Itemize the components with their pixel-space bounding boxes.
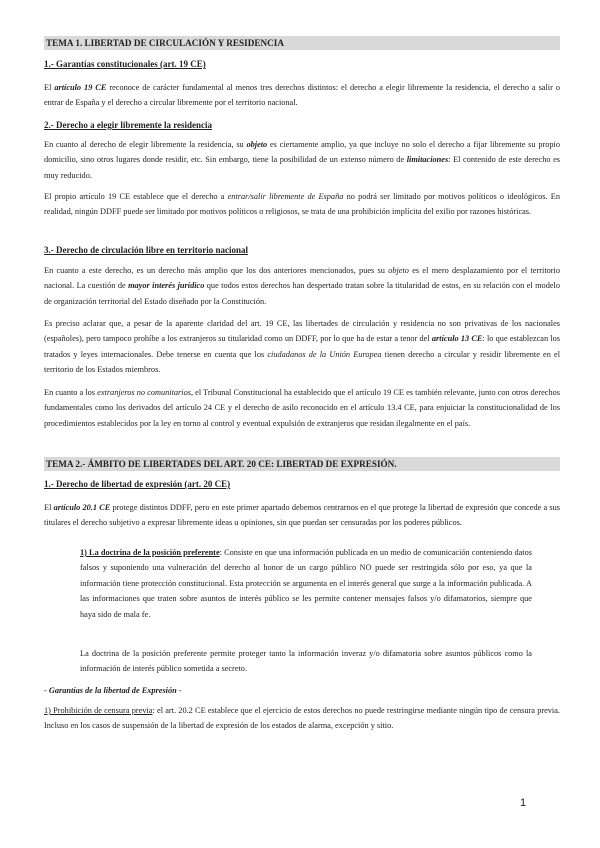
tema1-s2-paragraph-1: En cuanto al derecho de elegir libremente la residencia, su objeto es ciertamente amplio, ya que incluye no solo el derecho a fijar libremente su propio domicilio, sino otros lugares donde residir, etc. Sin embargo, tiene la posibilidad de un extenso número de limitaciones: El contenido de este derecho es muy reducido. [44, 140, 560, 180]
tema1-s3-paragraph-3: En cuanto a los extranjeros no comunitarios, el Tribunal Constitucional ha establecido que el artículo 19 CE es también relevante, junto con otros derechos fundamentales como los derivados del artículo 24 CE y el derecho de asilo reconocido en el artículo 13.4 CE, para enjuiciar la constitucionalidad de los procedimientos establecidos por la ley en torno al control y eventual expulsión de extranjeros que residan ilegalmente en el país. [44, 388, 561, 428]
tema1-title: TEMA 1. LIBERTAD DE CIRCULACIÓN Y RESIDENCIA [44, 36, 560, 50]
doctrina-paragraph-1: 1) La doctrina de la posición preferente: Consiste en que una información publicada en un medio de comunicación conteniendo datos falsos y suponiendo una vulneración del derecho al honor de un cargo público NO puede ser restringida sólo por eso, ya que la información tiene protección constitucional. Esta protección se argumenta en el interés general que surge a la información publicada. A las informaciones que traten sobre asuntos de interés público se les permite contener mensajes falsos y/o difamatorios, siempre que haya sido de mala fe. [80, 548, 532, 619]
tema1-s3-paragraph-2: Es preciso aclarar que, a pesar de la aparente claridad del art. 19 CE, las libertades de circulación y residencia no son privativas de los nacionales (españoles), pero tampoco prohíbe a los extranjeros su titularidad como un DDFF, por lo que ha de estar a tenor del artículo 13 CE: lo que establezcan los tratados y leyes internacionales. Debe tenerse en cuenta que los ciudadanos de la Unión Europea tienen derecho a circular y residir libremente en el territorio de los Estados miembros. [44, 319, 560, 375]
page-number: 1 [520, 797, 527, 809]
tema1-s2-paragraph-2: El propio artículo 19 CE establece que el derecho a entrar/salir libremente de España no podrá ser limitado por motivos políticos o ideológicos. En realidad, ningún DDFF puede ser limitado por motivos políticos o religiosos, se trata de una prohibición implícita del exilio por razones históricas. [44, 192, 560, 217]
tema2-title: TEMA 2.- ÁMBITO DE LIBERTADES DEL ART. 20 CE: LIBERTAD DE EXPRESIÓN. [44, 457, 560, 471]
tema2-s1-paragraph: El artículo 20.1 CE protege distintos DDFF, pero en este primer apartado debemos centrarnos en el que protege la libertad de expresión que concede a sus titulares el derecho subjetivo a expresar libremente ideas u opiniones, sin que puedan ser censuradas por los poderes públicos. [44, 503, 560, 528]
tema1-s1-title: 1.- Garantías constitucionales (art. 19 CE) [44, 59, 206, 69]
tema1-s3-title: 3.- Derecho de circulación libre en territorio nacional [44, 245, 248, 255]
tema1-s2-title: 2.- Derecho a elegir libremente la residencia [44, 120, 213, 130]
censura-paragraph: 1) Prohibición de censura previa: el art. 20.2 CE establece que el ejercicio de estos derechos no puede restringirse mediante ningún tipo de censura previa. Incluso en los casos de suspensión de la libertad de expresión de los estados de alarma, excepción y sitio. [44, 706, 560, 731]
tema1-s3-paragraph-1: En cuanto a este derecho, es un derecho más amplio que los dos anteriores mencionados, pues su objeto es el mero desplazamiento por el territorio nacional. La cuestión de mayor interés jurídico que todos estos derechos han despertado tratan sobre la titularidad de estos, en su relación con el modelo de organización territorial del Estado diseñado por la Constitución. [44, 266, 560, 306]
tema1-s1-paragraph: El artículo 19 CE reconoce de carácter fundamental al menos tres derechos distintos: el derecho a elegir libremente la residencia, el derecho a salir o entrar de España y el derecho a circular libremente por el territorio nacional. [44, 83, 560, 108]
tema2-s1-title: 1.- Derecho de libertad de expresión (art. 20 CE) [44, 479, 231, 489]
garantias-title: - Garantías de la libertad de Expresión - [44, 686, 182, 695]
doctrina-paragraph-2: La doctrina de la posición preferente permite proteger tanto la información inveraz y/o difamatoria sobre asuntos públicos como la información de interés público sometida a secreto. [80, 649, 532, 674]
